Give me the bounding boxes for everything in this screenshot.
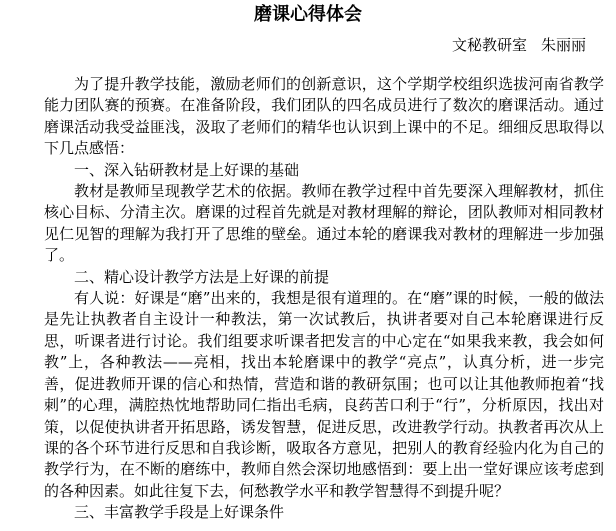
section-heading-3: 三、丰富教学手段是上好课条件 (74, 503, 285, 522)
byline (452, 35, 586, 55)
section-heading-1: 一、深入钻研教材是上好课的基础 (74, 160, 300, 179)
paragraph-section-1: 教材是教师呈现教学艺术的依据。教师在教学过程中首先要深入理解教材，抓住核心目标、分清主次。磨课的过程首先就是对教材理解的辩论，团队教师对相同教材见仁见智的理解为我打开了思维的壁垒。通过本轮的磨课我对教材的理解进一步加强了。 (44, 182, 604, 265)
author-department: 文秘教研室 (451, 36, 527, 54)
paragraph-intro: 为了提升教学技能，激励老师们的创新意识，这个学期学校组织选拔河南省教学能力团队赛的预赛。在准备阶段，我们团队的四名成员进行了数次的磨课活动。通过磨课活动我受益匪浅，汲取了老师们的精华也认识到上课中的不足。细细反思取得以下几点感悟： (44, 75, 604, 158)
author-name: 朱丽丽 (540, 36, 586, 54)
section-heading-2: 二、精心设计教学方法是上好课的前提 (74, 267, 330, 286)
document-body (44, 74, 604, 524)
document-title: 磨课心得体会 (254, 4, 362, 25)
paragraph-section-2: 有人说：好课是“磨”出来的，我想是很有道理的。在“磨”课的时候，一般的做法是先让执教者自主设计一种教法，第一次试教后，执讲者要对自己本轮磨课进行反思，听课者进行讨论。我们组要求听课者把发言的中心定在“如果我来教，我会如何教”上，各种教法——亮相，找出本轮磨课中的教学“亮点”，认真分析，进一步完善，促进教师开课的信心和热情，营造和谐的教研氛围；也可以让其他教师抱着“找刺”的心理，满腔热忱地帮助同仁指出毛病，良药苦口利于“行”，分析原因，找出对策，以促使执讲者开拓思路，诱发智慧，促进反思，改进教学行动。执教者再次从上课的各个环节进行反思和自我诊断，吸取各方意见，把别人的教育经验内化为自己的教学行为，在不断的磨练中，教师自然会深切地感悟到：要上出一堂好课应该考虑到的各种因素。如此往复下去，何愁教学水平和教学智慧得不到提升呢？ (44, 289, 604, 500)
